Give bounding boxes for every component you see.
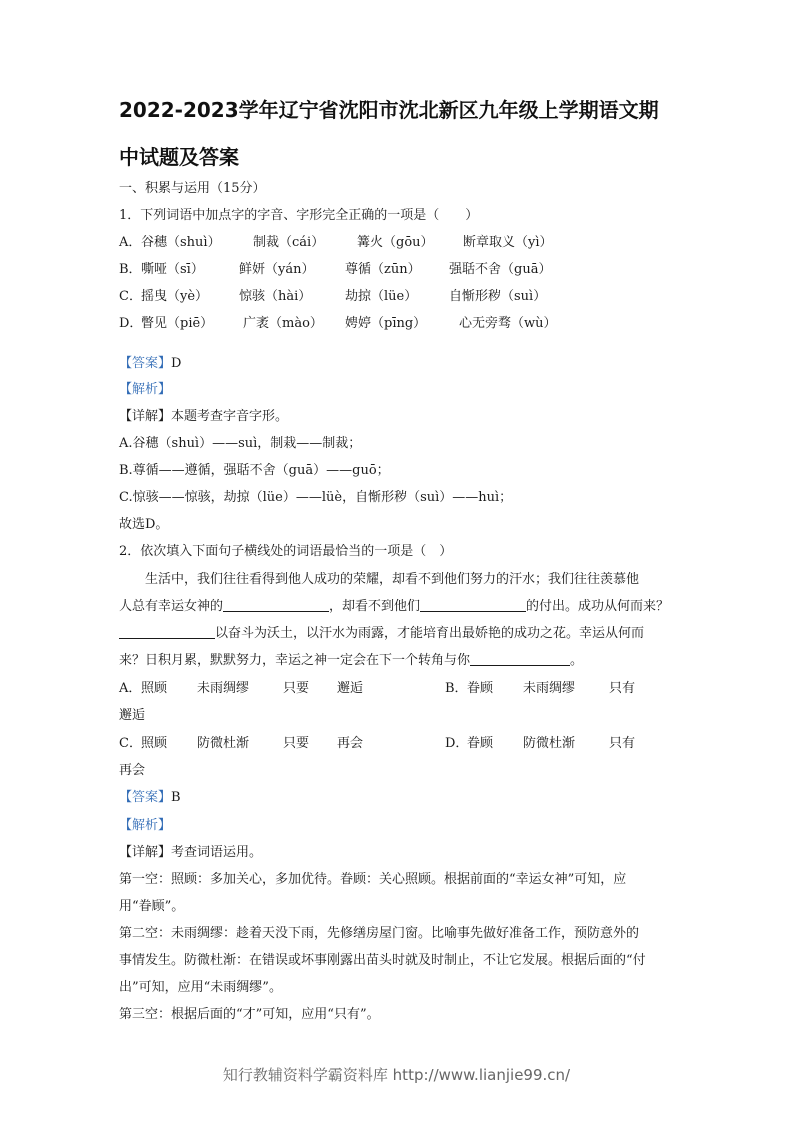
option-word: 尊循（zūn） [345,262,421,277]
option-label: D． [119,316,143,331]
option-word: 自惭形秽（suì） [449,289,547,304]
q2-analysis-tag: 【解析】 [119,818,172,833]
option-word: 只有 [609,736,636,751]
detail-text: 本题考查字音字形。 [171,409,289,424]
detail-text: 考查词语运用。 [171,845,263,860]
passage-text: 。 [570,653,584,668]
passage-text: 人总有幸运女神的 [119,599,224,614]
q1-option-d [119,315,679,333]
passage-text: 以奋斗为沃土，以汗水为雨露，才能培育出最娇艳的成功之花。幸运从何而 [215,626,645,641]
q1-exp-c: C.惊骇——惊骇，劫掠（lüe）——lüè，自惭形秽（suì）——huì； [119,490,513,505]
option-word: 只要 [283,681,310,696]
option-label: A． [119,235,142,250]
option-word: 只要 [283,736,310,751]
option-word: 惊骇（hài） [239,289,312,304]
passage-text: 来？日积月累，默默努力，幸运之神一定会在下一个转角与你 [119,653,471,668]
option-word: 邂逅 [337,681,364,696]
q2-exp2-line3: 出”可知，应用“未雨绸缪”。 [119,980,282,995]
q2-exp3: 第三空：根据后面的“才”可知，应用“只有”。 [119,1007,380,1022]
q2-passage-line3 [119,625,644,643]
q2-option-b-wrap: 邂逅 [119,708,146,723]
q1-stem: 1．下列词语中加点字的字音、字形完全正确的一项是（ ） [119,208,479,223]
q2-exp2-line2: 事情发生。防微杜渐：在错误或坏事刚露出苗头时就及时制止，不让它发展。根据后面的“付 [119,953,646,968]
option-label: B． [445,681,468,696]
footer-watermark: 知行教辅资料学霸资料库 http://www.lianjie99.cn/ [222,1066,571,1084]
option-label: D． [445,736,469,751]
option-word: 照顾 [141,681,168,696]
q2-passage-line4 [119,652,583,670]
option-word: 未雨绸缪 [197,681,250,696]
option-word: 嘶哑（sī） [141,262,204,277]
option-word: 谷穗（shuì） [141,235,221,250]
option-word: 只有 [609,681,636,696]
q2-exp2-line1: 第二空：未雨绸缪：趁着天没下雨，先修缮房屋门窗。比喻事先做好准备工作，预防意外的 [119,926,640,941]
option-word: 劫掠（lüe） [345,289,418,304]
answer-tag: 【答案】 [119,790,172,805]
q2-option-d [445,735,685,753]
q1-conclusion: 故选D。 [119,517,169,532]
option-word: 强聒不舍（guā） [449,262,552,277]
option-word: 瞥见（piē） [141,316,214,331]
q1-exp-b: B.尊循——遵循，强聒不舍（guā）——guō； [119,463,390,478]
option-word: 眷顾 [467,736,494,751]
option-word: 制裁（cái） [253,235,325,250]
q2-answer [119,789,181,807]
q2-option-d-wrap: 再会 [119,763,146,778]
fill-blank-3 [119,625,215,639]
q1-option-b [119,261,679,279]
option-word: 心无旁骛（wù） [459,316,557,331]
q2-option-b [445,680,685,698]
answer-value: D [171,356,182,371]
q1-detail [119,408,288,426]
option-word: 摇曳（yè） [141,289,209,304]
option-label: C． [119,736,142,751]
q2-exp1-line1: 第一空：照顾：多加关心，多加优待。眷顾：关心照顾。根据前面的“幸运女神”可知，应 [119,872,627,887]
option-word: 再会 [337,736,364,751]
q1-analysis-tag: 【解析】 [119,382,172,397]
q2-exp1-line2: 用“眷顾”。 [119,899,185,914]
page-title-line2: 中试题及答案 [119,145,239,169]
passage-text: 的付出。成功从何而来？ [526,599,670,614]
q1-exp-a: A.谷穗（shuì）——suì，制栽——制裁； [119,436,362,451]
option-word: 娉婷（pīng） [345,316,427,331]
option-label: C． [119,289,142,304]
option-word: 广袤（mào） [243,316,323,331]
q2-stem: 2．依次填入下面句子横线处的词语最恰当的一项是（ ） [119,544,453,559]
q1-option-a [119,234,679,252]
detail-tag: 【详解】 [119,409,172,424]
option-word: 篝火（gōu） [357,235,434,250]
option-word: 照顾 [141,736,168,751]
page-title-line1: 2022-2023学年辽宁省沈阳市沈北新区九年级上学期语文期 [119,98,659,122]
fill-blank-2 [420,598,526,612]
fill-blank-1 [223,598,329,612]
q2-passage-line2 [119,598,669,616]
option-word: 未雨绸缪 [523,681,576,696]
option-label: B． [119,262,142,277]
section-heading: 一、积累与运用（15分） [119,181,266,196]
fill-blank-4 [470,652,570,666]
passage-text: ，却看不到他们 [329,599,421,614]
q1-option-c [119,288,679,306]
q1-answer [119,355,181,373]
option-word: 断章取义（yì） [463,235,553,250]
q2-detail [119,844,262,862]
answer-value: B [171,790,181,805]
q2-passage-line1: 生活中，我们往往看得到他人成功的荣耀，却看不到他们努力的汗水；我们往往羡慕他 [145,572,640,587]
option-word: 鲜妍（yán） [239,262,315,277]
option-word: 防微杜渐 [523,736,576,751]
option-label: A． [119,681,142,696]
option-word: 防微杜渐 [197,736,250,751]
answer-tag: 【答案】 [119,356,172,371]
option-word: 眷顾 [467,681,494,696]
detail-tag: 【详解】 [119,845,172,860]
